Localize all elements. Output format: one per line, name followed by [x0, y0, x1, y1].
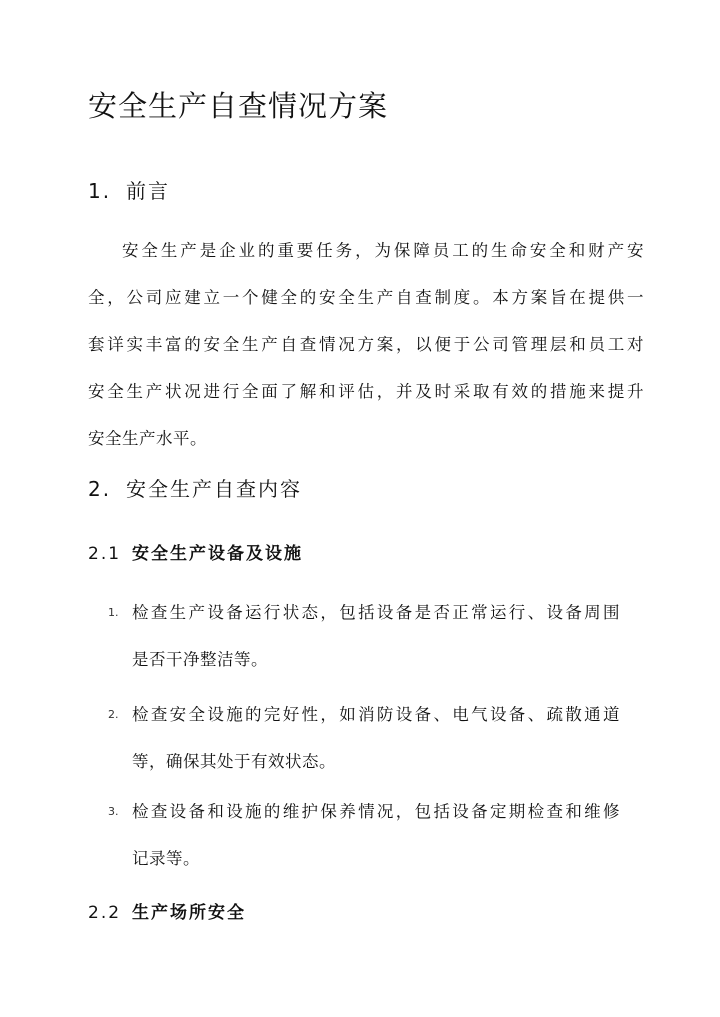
list-item-line: 检查生产设备运行状态，包括设备是否正常运行、设备周围 — [132, 603, 620, 622]
section-2-heading — [88, 474, 302, 504]
section-1-paragraph — [88, 227, 644, 462]
paragraph-line: 安全生产状况进行全面了解和评估，并及时采取有效的措施来提升 — [88, 382, 644, 401]
list-item-line: 记录等。 — [132, 849, 200, 868]
list-marker: 1. — [108, 606, 119, 619]
section-1-number: 1. — [88, 179, 112, 203]
list-marker: 3. — [108, 805, 119, 818]
paragraph-line: 安全生产水平。 — [88, 429, 207, 448]
section-2-number: 2. — [88, 477, 112, 501]
section-1-heading — [88, 176, 170, 206]
list-item-line: 检查安全设施的完好性，如消防设备、电气设备、疏散通道 — [132, 705, 620, 724]
subsection-2-2-title: 生产场所安全 — [132, 903, 246, 923]
paragraph-line: 全，公司应建立一个健全的安全生产自查制度。本方案旨在提供一 — [88, 288, 644, 307]
paragraph-line: 安全生产是企业的重要任务，为保障员工的生命安全和财产安 — [122, 241, 644, 260]
list-item-line: 是否干净整洁等。 — [132, 650, 268, 669]
list-item-line: 等，确保其处于有效状态。 — [132, 752, 336, 771]
list-marker: 2. — [108, 708, 119, 721]
paragraph-line: 套详实丰富的安全生产自查情况方案，以便于公司管理层和员工对 — [88, 335, 644, 354]
document-title: 安全生产自查情况方案 — [88, 89, 389, 123]
section-2-title: 安全生产自查内容 — [126, 477, 302, 501]
subsection-2-1-title: 安全生产设备及设施 — [132, 544, 303, 564]
subsection-2-2-number: 2.2 — [88, 903, 122, 923]
section-1-title: 前言 — [126, 179, 170, 203]
list-item-line: 检查设备和设施的维护保养情况，包括设备定期检查和维修 — [132, 802, 620, 821]
subsection-2-2-heading — [88, 900, 246, 926]
subsection-2-1-number: 2.1 — [88, 544, 122, 564]
subsection-2-1-heading — [88, 541, 303, 567]
